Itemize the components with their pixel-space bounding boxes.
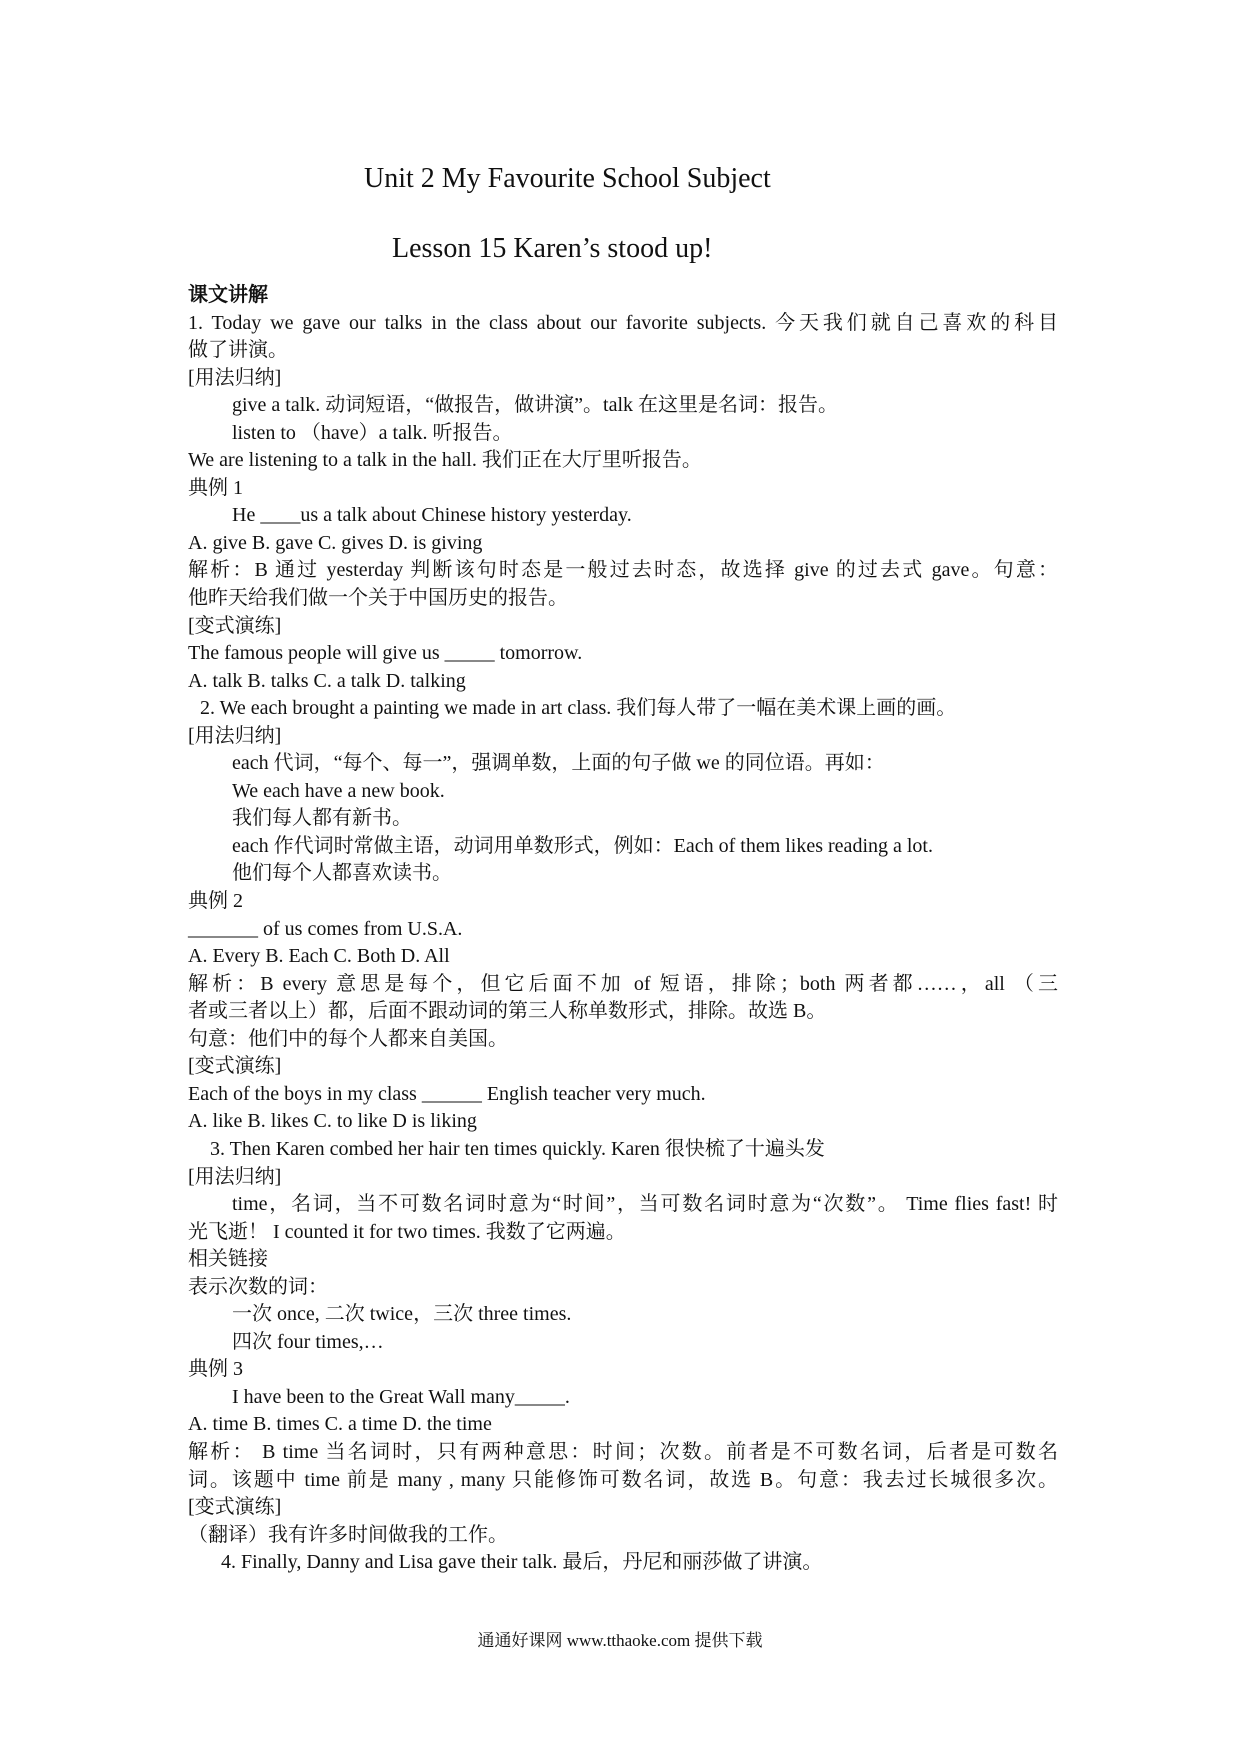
text-line: We are listening to a talk in the hall. 我们正在大厅里听报告。 (188, 449, 702, 472)
text-line: each 作代词时常做主语，动词用单数形式，例如：Each of them likes reading a lot. (232, 834, 933, 857)
text-line: 做了讲演。 (188, 339, 288, 362)
text-line: 四次 four times,… (232, 1330, 384, 1353)
text-line: 解析： B time 当名词时，只有两种意思：时间；次数。前者是不可数名词，后者是可数名 (188, 1440, 1058, 1463)
text-line: A. time B. times C. a time D. the time (188, 1413, 492, 1436)
text-line: give a talk. 动词短语，“做报告，做讲演”。talk 在这里是名词：报告。 (232, 394, 839, 417)
text-line: 表示次数的词： (188, 1275, 328, 1298)
text-line: Each of the boys in my class ______ English teacher very much. (188, 1082, 706, 1105)
text-line: [变式演练] (188, 1055, 282, 1078)
text-line: 解析：B every 意思是每个，但它后面不加 of 短语，排除；both 两者都……，all （三 (188, 972, 1058, 995)
text-line: [变式演练] (188, 614, 282, 637)
text-line: 我们每人都有新书。 (232, 807, 412, 830)
unit-title: Unit 2 My Favourite School Subject (364, 163, 771, 194)
text-line: 他们每个人都喜欢读书。 (232, 862, 452, 885)
text-line: 典例 1 (188, 476, 243, 499)
text-line: [变式演练] (188, 1496, 282, 1519)
text-line: A. give B. gave C. gives D. is giving (188, 531, 483, 554)
text-line: 词。该题中 time 前是 many , many 只能修饰可数名词，故选 B。句意：我去过长城很多次。 (188, 1468, 1058, 1491)
text-line: 者或三者以上）都，后面不跟动词的第三人称单数形式，排除。故选 B。 (188, 1000, 827, 1023)
text-line: 1. Today we gave our talks in the class about our favorite subjects. 今天我们就自己喜欢的科目 (188, 311, 1058, 334)
text-line: 一次 once, 二次 twice，三次 three times. (232, 1303, 572, 1326)
text-line: time，名词，当不可数名词时意为“时间”，当可数名词时意为“次数”。 Time flies fast! 时 (232, 1193, 1058, 1216)
text-line: [用法归纳] (188, 724, 282, 747)
text-line: We each have a new book. (232, 779, 445, 802)
text-line: He ____us a talk about Chinese history yesterday. (232, 504, 632, 527)
text-line: 解析：B 通过 yesterday 判断该句时态是一般过去时态，故选择 give 的过去式 gave。句意： (188, 559, 1058, 582)
text-line: 3. Then Karen combed her hair ten times quickly. Karen 很快梳了十遍头发 (210, 1137, 825, 1160)
footer-text: 通通好课网 www.tthaoke.com 提供下载 (477, 1631, 763, 1650)
text-line: [用法归纳] (188, 366, 282, 389)
lesson-content (188, 282, 1058, 1577)
text-line: A. like B. likes C. to like D is liking (188, 1110, 477, 1133)
text-line: 典例 3 (188, 1358, 243, 1381)
text-line: [用法归纳] (188, 1165, 282, 1188)
text-line: 4. Finally, Danny and Lisa gave their talk. 最后，丹尼和丽莎做了讲演。 (221, 1551, 823, 1574)
text-line: 典例 2 (188, 890, 243, 913)
text-line: 2. We each brought a painting we made in art class. 我们每人带了一幅在美术课上画的画。 (200, 697, 957, 720)
text-line: each 代词，“每个、每一”，强调单数，上面的句子做 we 的同位语。再如： (232, 752, 885, 775)
text-line: 句意：他们中的每个人都来自美国。 (188, 1027, 508, 1050)
text-line: I have been to the Great Wall many_____. (232, 1385, 570, 1408)
text-line: A. Every B. Each C. Both D. All (188, 945, 450, 968)
text-line: listen to （have）a talk. 听报告。 (232, 421, 513, 444)
text-line: The famous people will give us _____ tomorrow. (188, 642, 583, 665)
text-line: A. talk B. talks C. a talk D. talking (188, 669, 466, 692)
text-line: 光飞逝！ I counted it for two times. 我数了它两遍。 (188, 1220, 626, 1243)
text-line: 他昨天给我们做一个关于中国历史的报告。 (188, 587, 568, 610)
text-line: _______ of us comes from U.S.A. (188, 917, 463, 940)
text-line: 课文讲解 (188, 284, 268, 306)
text-line: 相关链接 (188, 1248, 268, 1271)
text-line: （翻译）我有许多时间做我的工作。 (188, 1523, 508, 1546)
lesson-title: Lesson 15 Karen’s stood up! (392, 233, 713, 264)
